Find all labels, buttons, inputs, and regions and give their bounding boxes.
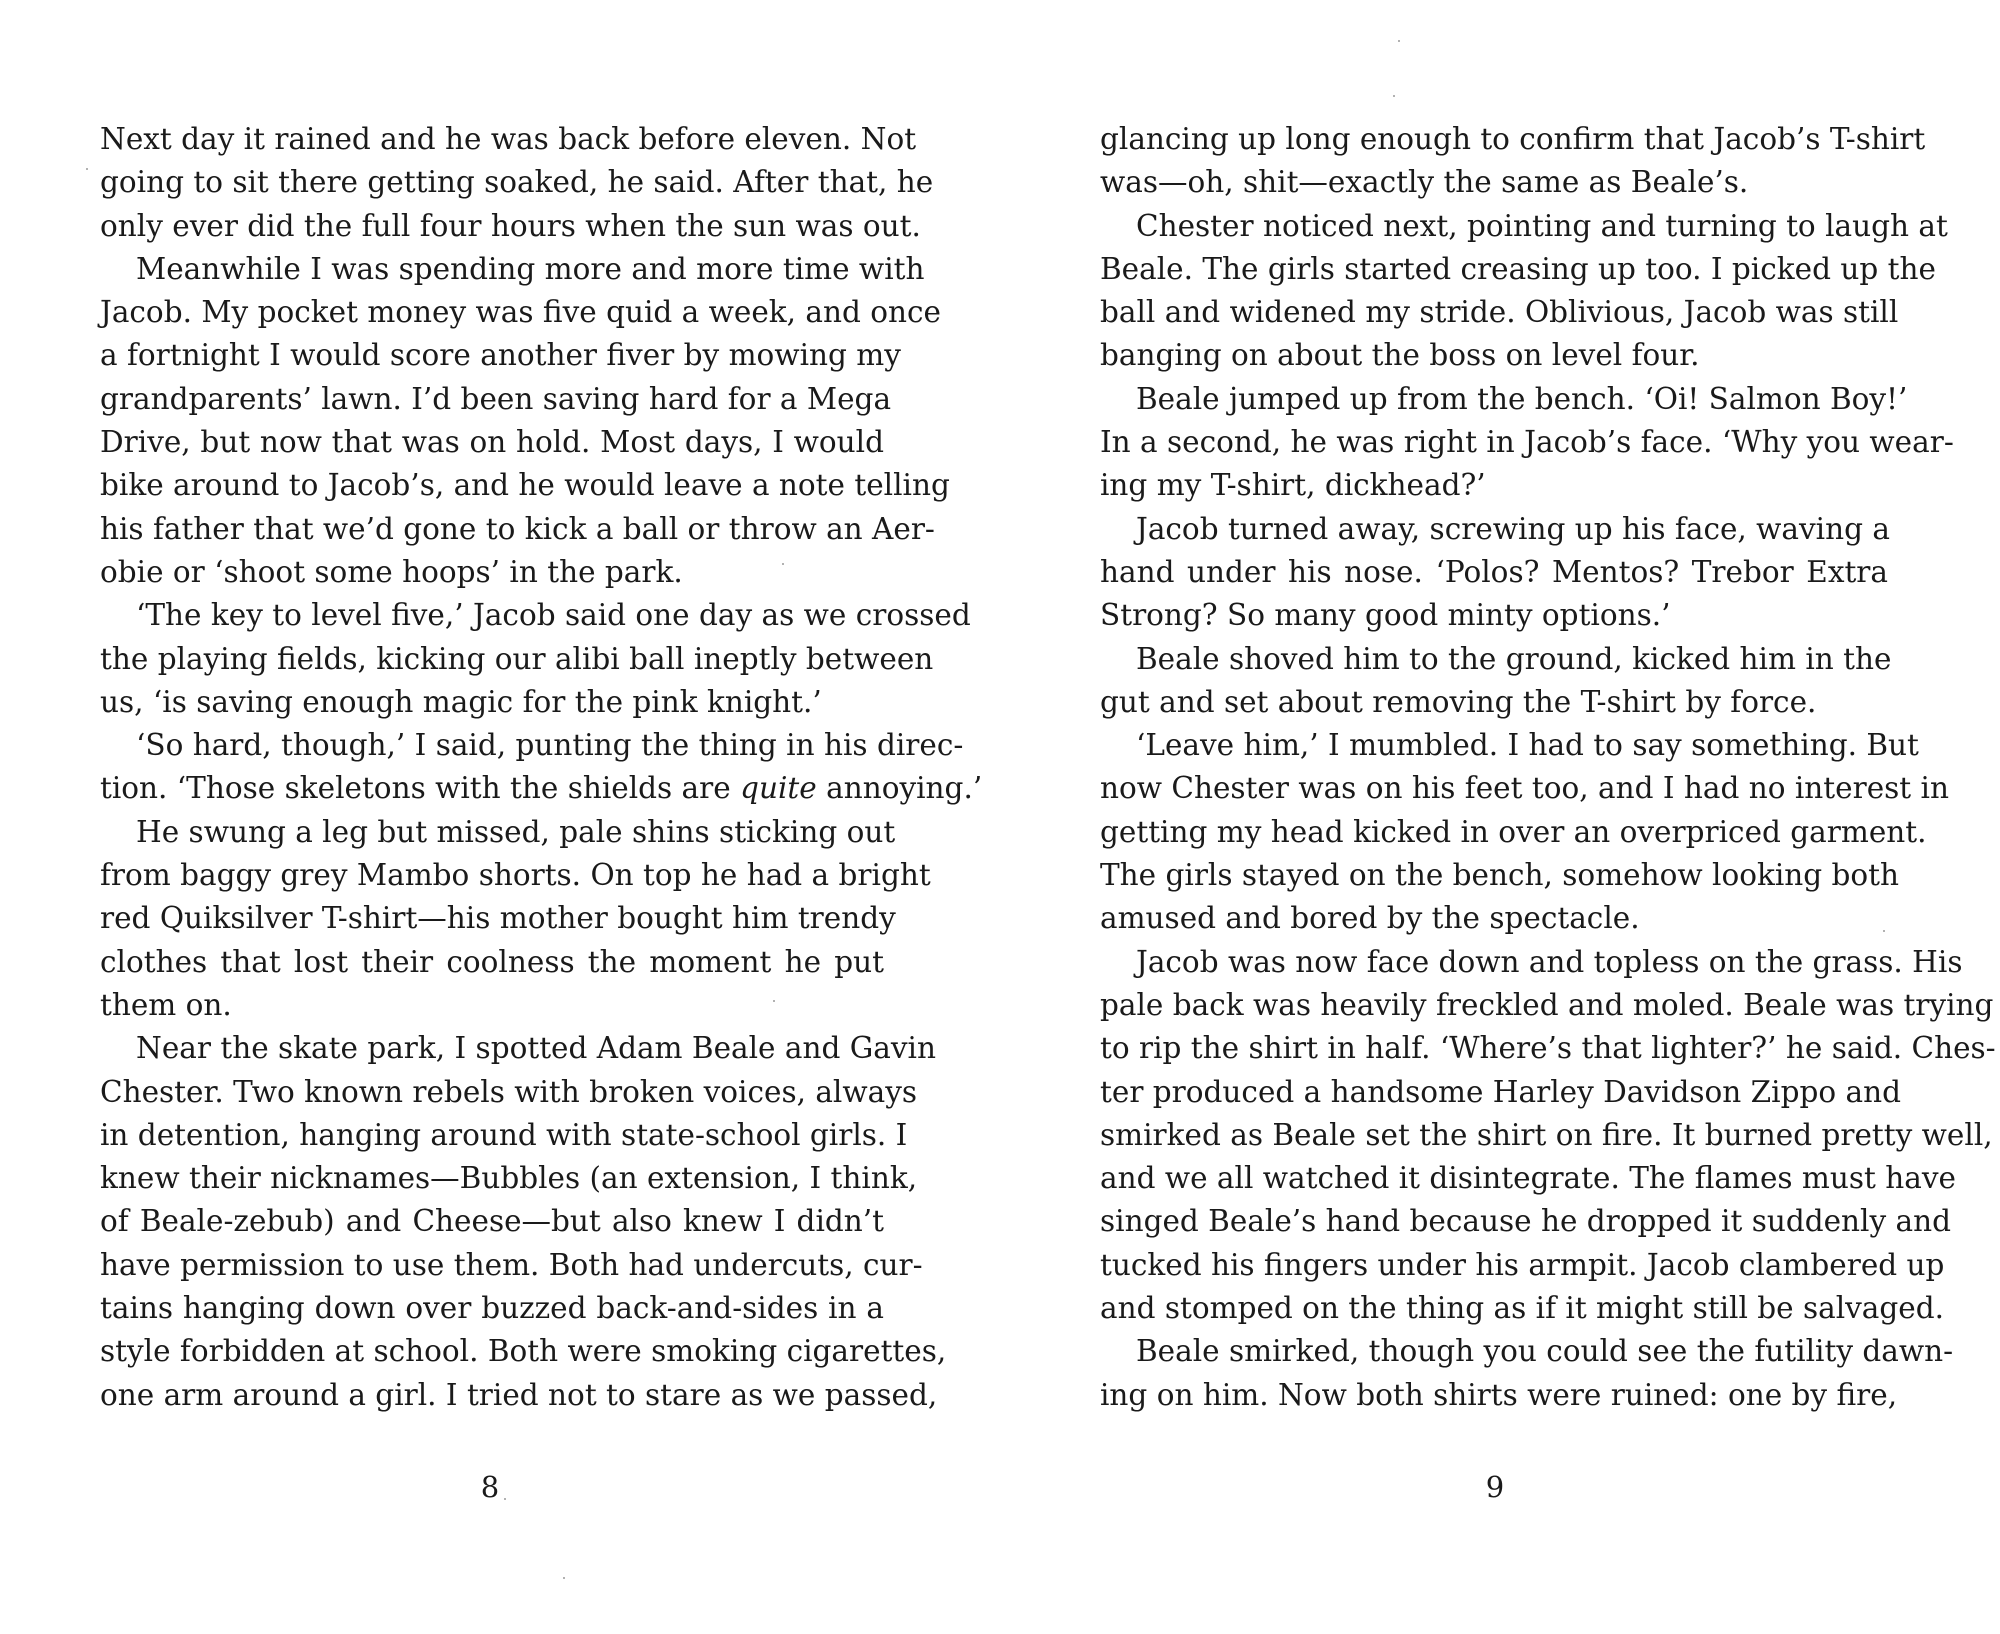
- page-number: 9: [1485, 1470, 1505, 1504]
- text-line: Drive, but now that was on hold. Most days, I would: [100, 425, 884, 460]
- text-line: from baggy grey Mambo shorts. On top he had a bright: [100, 858, 931, 893]
- scan-speck: [504, 1498, 506, 1500]
- text-line: to rip the shirt in half. ‘Where’s that lighter?’ he said. Ches-: [1100, 1031, 1996, 1066]
- text-line: one arm around a girl. I tried not to stare as we passed,: [100, 1377, 938, 1412]
- text-line: banging on about the boss on level four.: [1100, 338, 1700, 373]
- text-line: Near the skate park, I spotted Adam Beale and Gavin: [136, 1031, 936, 1066]
- text-line: the playing fields, kicking our alibi ball ineptly between: [100, 641, 934, 676]
- text-line: ter produced a handsome Harley Davidson Zippo and: [1100, 1074, 1901, 1109]
- text-line: ing my T-shirt, dickhead?’: [1100, 468, 1486, 503]
- text-line: In a second, he was right in Jacob’s face. ‘Why you wear-: [1100, 425, 1954, 460]
- scan-speck: [86, 168, 88, 170]
- text-line: getting my head kicked in over an overpriced garment.: [1100, 814, 1927, 849]
- text-line: obie or ‘shoot some hoops’ in the park.: [100, 554, 683, 589]
- text-line: He swung a leg but missed, pale shins sticking out: [136, 814, 896, 849]
- text-line: only ever did the full four hours when the sun was out.: [100, 208, 921, 243]
- text-line: Next day it rained and he was back before eleven. Not: [100, 122, 917, 156]
- text-line: clothes that lost their coolness the moment he put: [100, 944, 884, 979]
- text-line: Chester. Two known rebels with broken voices, always: [100, 1074, 917, 1109]
- text-line: Jacob was now face down and topless on the grass. His: [1136, 944, 1963, 979]
- scan-speck: [1398, 40, 1400, 42]
- text-line: singed Beale’s hand because he dropped it suddenly and: [1100, 1204, 1952, 1239]
- text-line: gut and set about removing the T-shirt by force.: [1100, 684, 1817, 719]
- text-line: us, ‘is saving enough magic for the pink knight.’: [100, 684, 822, 719]
- text-line: have permission to use them. Both had undercuts, cur-: [100, 1247, 923, 1282]
- text-line: ‘Leave him,’ I mumbled. I had to say something. But: [1136, 728, 1919, 763]
- text-line: going to sit there getting soaked, he said. After that, he: [100, 165, 934, 200]
- text-line: ‘So hard, though,’ I said, punting the thing in his direc-: [136, 728, 964, 763]
- scan-speck: [773, 1000, 775, 1002]
- text-line: Beale jumped up from the bench. ‘Oi! Salmon Boy!’: [1136, 381, 1908, 416]
- text-line: now Chester was on his feet too, and I had no interest in: [1100, 771, 1949, 806]
- text-line: glancing up long enough to confirm that Jacob’s T-shirt: [1100, 122, 1926, 156]
- left-page-text: [100, 118, 983, 1417]
- text-line: was—oh, shit—exactly the same as Beale’s.: [1100, 165, 1749, 200]
- text-line: knew their nicknames—Bubbles (an extension, I think,: [100, 1161, 918, 1196]
- text-line: ‘The key to level five,’ Jacob said one day as we crossed: [136, 598, 971, 633]
- text-line: and we all watched it disintegrate. The flames must have: [1100, 1161, 1956, 1196]
- text-line: them on.: [100, 987, 232, 1022]
- text-line: ball and widened my stride. Oblivious, Jacob was still: [1100, 295, 1899, 330]
- text-line: grandparents’ lawn. I’d been saving hard for a Mega: [100, 381, 892, 416]
- text-line: style forbidden at school. Both were smoking cigarettes,: [100, 1334, 947, 1369]
- text-line: Chester noticed next, pointing and turning to laugh at: [1136, 208, 1948, 243]
- page-number: 8: [480, 1470, 500, 1504]
- scan-speck: [1393, 95, 1395, 97]
- text-line: bike around to Jacob’s, and he would leave a note telling: [100, 468, 950, 503]
- text-line: and stomped on the thing as if it might still be salvaged.: [1100, 1291, 1944, 1326]
- text-line: Beale. The girls started creasing up too. I picked up the: [1100, 251, 1936, 286]
- text-line: Beale shoved him to the ground, kicked him in the: [1136, 641, 1892, 676]
- text-line: pale back was heavily freckled and moled. Beale was trying: [1100, 987, 1994, 1022]
- text-line: Beale smirked, though you could see the futility dawn-: [1136, 1334, 1954, 1369]
- text-line: The girls stayed on the bench, somehow looking both: [1100, 858, 1900, 893]
- text-line: in detention, hanging around with state-school girls. I: [100, 1117, 908, 1152]
- right-page-text: [1100, 118, 1996, 1417]
- text-line: Jacob turned away, screwing up his face, waving a: [1136, 511, 1890, 546]
- text-line: Jacob. My pocket money was five quid a week, and once: [100, 295, 942, 330]
- text-line: red Quiksilver T-shirt—his mother bought him trendy: [100, 901, 896, 936]
- scan-speck: [1883, 930, 1885, 932]
- text-line: a fortnight I would score another fiver by mowing my: [100, 338, 901, 373]
- text-line: tains hanging down over buzzed back-and-sides in a: [100, 1291, 884, 1326]
- text-line: of Beale-zebub) and Cheese—but also knew I didn’t: [100, 1204, 884, 1239]
- text-line: amused and bored by the spectacle.: [1100, 901, 1640, 936]
- scan-speck: [782, 563, 784, 565]
- text-line: smirked as Beale set the shirt on fire. It burned pretty well,: [1100, 1117, 1993, 1152]
- text-line: ing on him. Now both shirts were ruined: one by fire,: [1100, 1377, 1898, 1412]
- text-line: his father that we’d gone to kick a ball or throw an Aer-: [100, 511, 935, 546]
- text-line: tion. ‘Those skeletons with the shields are quite annoying.’: [100, 771, 983, 806]
- text-line: Strong? So many good minty options.’: [1100, 598, 1671, 633]
- text-line: hand under his nose. ‘Polos? Mentos? Trebor Extra: [1100, 554, 1888, 589]
- text-line: tucked his fingers under his armpit. Jacob clambered up: [1100, 1247, 1945, 1282]
- text-line: Meanwhile I was spending more and more time with: [136, 251, 925, 286]
- scan-speck: [563, 1577, 565, 1579]
